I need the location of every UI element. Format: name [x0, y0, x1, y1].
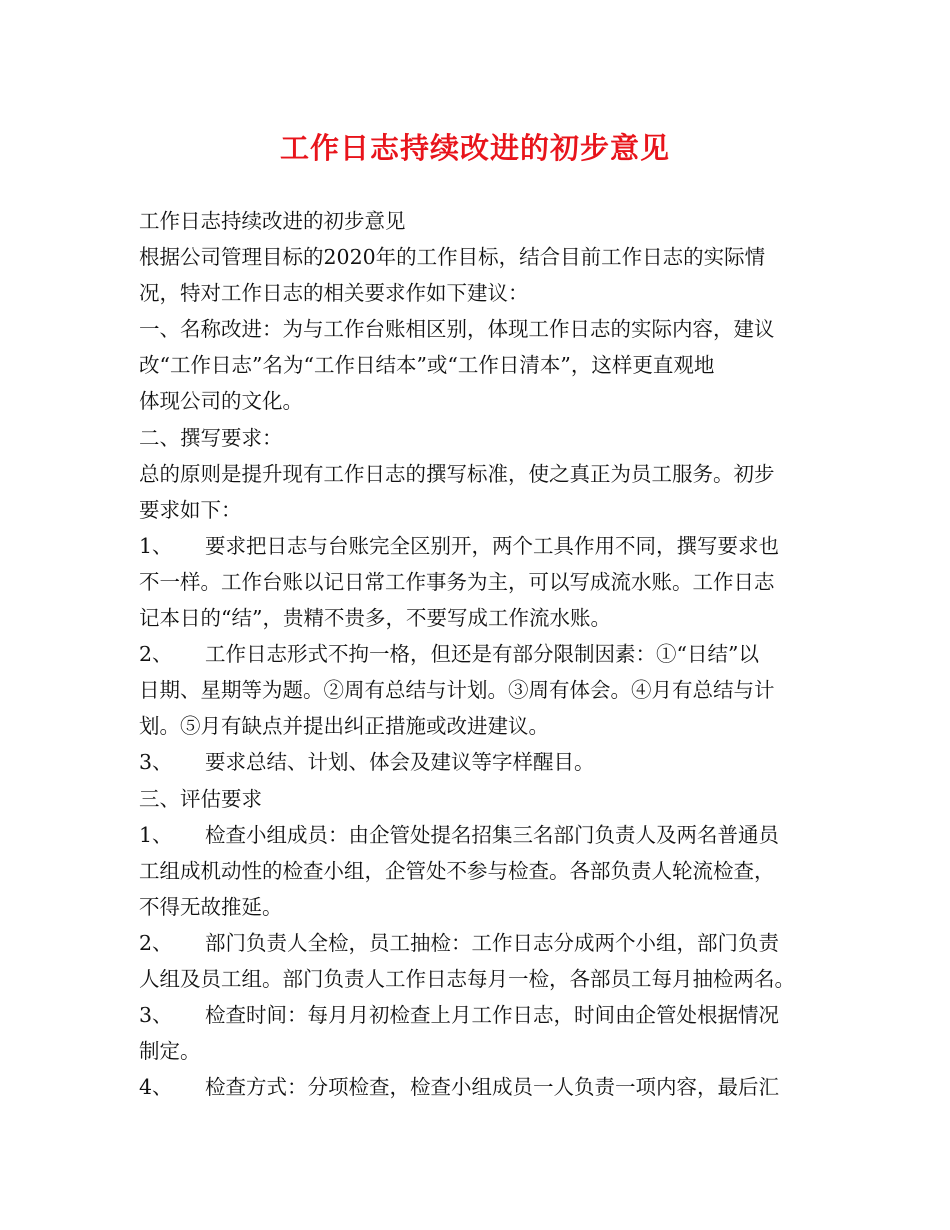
paragraph-line: [139, 781, 819, 817]
list-number: 4、: [139, 1075, 173, 1100]
paragraph-line: [139, 636, 819, 672]
paragraph-line: [139, 528, 819, 564]
document-body: [139, 203, 819, 1105]
line-text: 部门负责人全检，员工抽检：工作日志分成两个小组，部门负责: [205, 930, 779, 955]
document-title: 工作日志持续改进的初步意见: [279, 131, 670, 165]
paragraph-line: [139, 997, 819, 1033]
line-text: 况，特对工作日志的相关要求作如下建议：: [139, 281, 529, 306]
paragraph-line: [139, 239, 819, 275]
line-text: 制定。: [139, 1039, 201, 1064]
paragraph-line: [139, 311, 819, 347]
paragraph-line: [139, 347, 819, 383]
line-text: 人组及员工组。部门负责人工作日志每月一检，各部员工每月抽检两名。: [139, 966, 795, 991]
line-text: 要求把日志与台账完全区别开，两个工具作用不同，撰写要求也: [205, 533, 779, 558]
paragraph-line: [139, 564, 819, 600]
line-text: 检查小组成员：由企管处提名招集三名部门负责人及两名普通员: [205, 822, 779, 847]
line-text: 记本日的“结”，贵精不贵多，不要写成工作流水账。: [139, 606, 611, 631]
line-text: 一、名称改进：为与工作台账相区别，体现工作日志的实际内容，建议: [139, 317, 775, 342]
line-text: 根据公司管理目标的2020年的工作目标，结合目前工作日志的实际情: [139, 245, 766, 270]
paragraph-line: [139, 708, 819, 744]
line-text: 要求总结、计划、体会及建议等字样醒目。: [205, 750, 595, 775]
paragraph-line: [139, 672, 819, 708]
line-text: 体现公司的文化。: [139, 389, 303, 414]
line-text: 工作日志持续改进的初步意见: [139, 209, 406, 233]
paragraph-line: [139, 275, 819, 311]
line-text: 要求如下：: [139, 497, 242, 522]
line-text: 二、撰写要求：: [139, 425, 283, 450]
list-number: 2、: [139, 642, 173, 667]
paragraph-line: [139, 817, 819, 853]
paragraph-line: [139, 1033, 819, 1069]
line-text: 工组成机动性的检查小组，企管处不参与检查。各部负责人轮流检查，: [139, 858, 775, 883]
line-text: 日期、星期等为题。②周有总结与计划。③周有体会。④月有总结与计: [139, 678, 775, 703]
line-text: 不得无故推延。: [139, 894, 283, 919]
list-number: 3、: [139, 1003, 173, 1028]
paragraph-line: [139, 961, 819, 997]
line-text: 划。⑤月有缺点并提出纠正措施或改进建议。: [139, 714, 549, 739]
paragraph-line: [139, 925, 819, 961]
line-text: 检查时间：每月月初检查上月工作日志，时间由企管处根据情况: [205, 1003, 779, 1028]
paragraph-line: [139, 853, 819, 889]
line-text: 三、评估要求: [139, 786, 262, 811]
line-text: 不一样。工作台账以记日常工作事务为主，可以写成流水账。工作日志: [139, 569, 775, 594]
line-text: 检查方式：分项检查，检查小组成员一人负责一项内容，最后汇: [205, 1075, 779, 1100]
line-text: 工作日志形式不拘一格，但还是有部分限制因素：①“日结”以: [205, 642, 759, 667]
paragraph-line: [139, 383, 819, 419]
paragraph-line: [139, 203, 819, 239]
line-text: 总的原则是提升现有工作日志的撰写标准，使之真正为员工服务。初步: [139, 461, 775, 486]
list-number: 1、: [139, 822, 173, 847]
paragraph-line: [139, 1069, 819, 1105]
paragraph-line: [139, 456, 819, 492]
paragraph-line: [139, 744, 819, 780]
list-number: 1、: [139, 533, 173, 558]
line-text: 改“工作日志”名为“工作日结本”或“工作日清本”，这样更直观地: [139, 353, 715, 378]
paragraph-line: [139, 492, 819, 528]
paragraph-line: [139, 420, 819, 456]
paragraph-line: [139, 889, 819, 925]
list-number: 2、: [139, 930, 173, 955]
paragraph-line: [139, 600, 819, 636]
list-number: 3、: [139, 750, 173, 775]
